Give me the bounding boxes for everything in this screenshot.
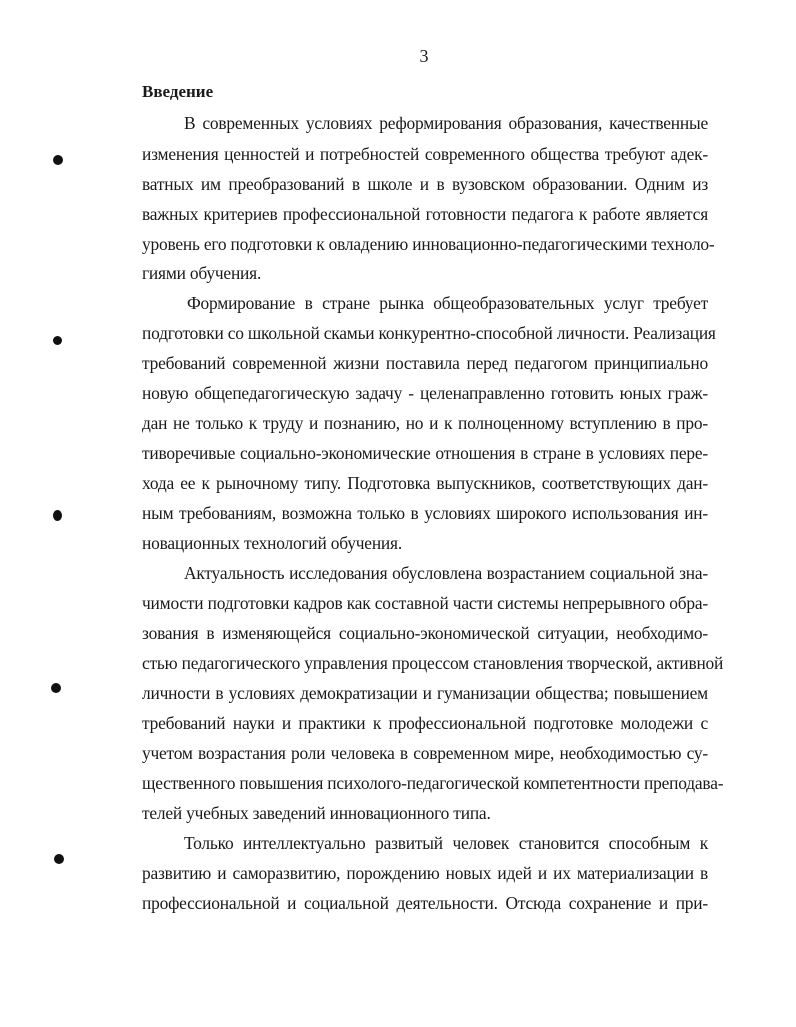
text-line: тиворечивые социально-экономические отношения в стране в условиях пере- bbox=[142, 443, 708, 463]
text-line: профессиональной и социальной деятельности. Отсюда сохранение и при- bbox=[142, 893, 708, 913]
text-line: стью педагогического управления процессом становления творческой, активной bbox=[142, 653, 724, 673]
punch-hole-mark bbox=[53, 336, 62, 345]
text-line: Формирование в стране рынка общеобразовательных услуг требует bbox=[187, 293, 708, 313]
text-line: новационных технологий обучения. bbox=[142, 533, 402, 553]
text-line: ватных им преобразований в школе и в вузовском образовании. Одним из bbox=[142, 174, 708, 194]
text-line: личности в условиях демократизации и гуманизации общества; повышением bbox=[142, 683, 708, 703]
text-line: развитию и саморазвитию, порождению новых идей и их материализации в bbox=[142, 863, 708, 883]
text-line: чимости подготовки кадров как составной части системы непрерывного обра- bbox=[142, 593, 708, 613]
text-line: Актуальность исследования обусловлена возрастанием социальной зна- bbox=[184, 563, 708, 583]
text-line: гиями обучения. bbox=[142, 263, 262, 283]
page-number: 3 bbox=[419, 46, 429, 66]
text-line: изменения ценностей и потребностей современного общества требуют адек- bbox=[142, 144, 708, 164]
text-line: зования в изменяющейся социально-экономической ситуации, необходимо- bbox=[142, 623, 708, 643]
text-line: щественного повышения психолого-педагогической компетентности преподава- bbox=[142, 773, 724, 793]
punch-hole-mark bbox=[51, 683, 61, 693]
text-line: новую общепедагогическую задачу - целенаправленно готовить юных граж- bbox=[142, 383, 708, 403]
text-line: В современных условиях реформирования образования, качественные bbox=[184, 113, 708, 133]
punch-hole-mark bbox=[53, 155, 63, 165]
text-line: хода ее к рыночному типу. Подготовка выпускников, соответствующих дан- bbox=[142, 473, 708, 493]
text-line: требований современной жизни поставила перед педагогом принципиально bbox=[142, 353, 708, 373]
text-line: дан не только к труду и познанию, но и к полноценному вступлению в про- bbox=[142, 413, 708, 433]
text-line: требований науки и практики к профессиональной подготовке молодежи с bbox=[142, 713, 708, 733]
text-line: важных критериев профессиональной готовности педагога к работе является bbox=[142, 204, 708, 224]
text-line: Только интеллектуально развитый человек становится способным к bbox=[184, 833, 708, 853]
text-line: подготовки со школьной скамьи конкурентно-способной личности. Реализация bbox=[142, 323, 716, 343]
text-line: ным требованиям, возможна только в условиях широкого использования ин- bbox=[142, 503, 708, 523]
text-line: уровень его подготовки к овладению инновационно-педагогическими техноло- bbox=[142, 234, 715, 254]
section-heading: Введение bbox=[142, 82, 214, 101]
punch-hole-mark bbox=[53, 510, 62, 521]
text-line: учетом возрастания роли человека в современном мире, необходимостью су- bbox=[142, 743, 708, 763]
punch-hole-mark bbox=[54, 854, 64, 864]
text-line: телей учебных заведений инновационного типа. bbox=[142, 803, 491, 823]
